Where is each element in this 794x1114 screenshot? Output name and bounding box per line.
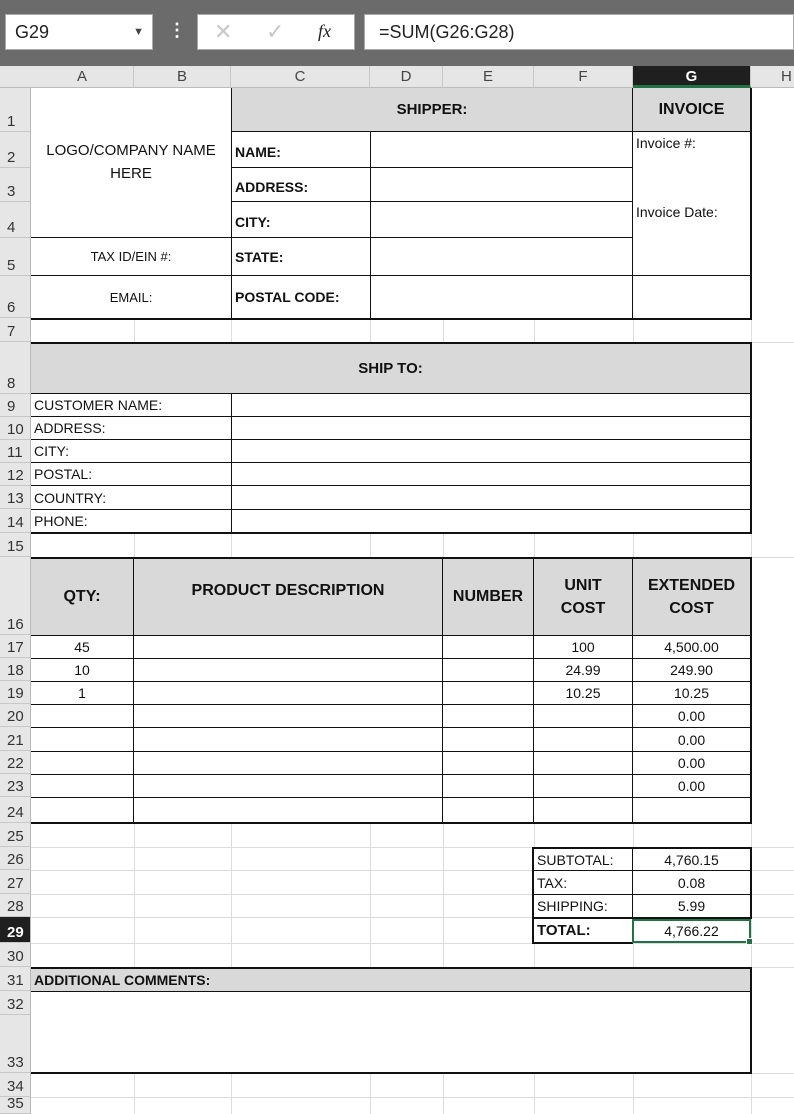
number-header: NUMBER bbox=[452, 588, 524, 605]
item-number[interactable] bbox=[443, 659, 533, 681]
item-qty[interactable] bbox=[31, 775, 133, 797]
col-header-e[interactable]: E bbox=[443, 66, 534, 88]
row-header-28[interactable]: 28 bbox=[0, 894, 30, 917]
row-header-32[interactable]: 32 bbox=[0, 991, 30, 1015]
item-number[interactable] bbox=[443, 728, 533, 751]
invoice-title: INVOICE bbox=[658, 100, 725, 118]
tax-value[interactable]: 0.08 bbox=[677, 874, 706, 891]
item-qty[interactable]: 1 bbox=[78, 685, 86, 701]
row-header-19[interactable]: 19 bbox=[0, 681, 30, 704]
ship-to-title: SHIP TO: bbox=[358, 360, 423, 377]
item-unit-cost[interactable] bbox=[534, 775, 632, 797]
item-unit-cost[interactable]: 24.99 bbox=[565, 662, 601, 678]
shipper-title: SHIPPER: bbox=[396, 101, 468, 118]
invoice-date-label: Invoice Date: bbox=[636, 204, 718, 220]
ship-to-postal-label: POSTAL: bbox=[34, 466, 93, 482]
row-header-24[interactable]: 24 bbox=[0, 797, 30, 823]
item-extended-cost[interactable]: 0.00 bbox=[677, 708, 706, 724]
item-unit-cost[interactable] bbox=[534, 798, 632, 822]
col-header-b[interactable]: B bbox=[134, 66, 231, 88]
row-header-10[interactable]: 10 bbox=[0, 417, 30, 440]
item-desc[interactable] bbox=[134, 775, 442, 797]
item-qty[interactable] bbox=[31, 752, 133, 774]
row-header-16[interactable]: 16 bbox=[0, 557, 30, 635]
qty-header: QTY: bbox=[63, 588, 101, 605]
item-number[interactable] bbox=[443, 705, 533, 727]
col-header-d[interactable]: D bbox=[370, 66, 443, 88]
shipper-address-label: ADDRESS: bbox=[235, 178, 309, 195]
name-box-value: G29 bbox=[15, 22, 50, 42]
row-header-18[interactable]: 18 bbox=[0, 658, 30, 681]
subtotal-label: SUBTOTAL: bbox=[537, 851, 614, 868]
row-header-23[interactable]: 23 bbox=[0, 774, 30, 797]
row-header-25[interactable]: 25 bbox=[0, 823, 30, 847]
row-header-26[interactable]: 26 bbox=[0, 847, 30, 870]
additional-comments-label: ADDITIONAL COMMENTS: bbox=[34, 972, 211, 988]
item-unit-cost[interactable]: 100 bbox=[571, 639, 595, 655]
row-header-8[interactable]: 8 bbox=[0, 342, 30, 394]
item-number[interactable] bbox=[443, 798, 533, 822]
shipper-city-label: CITY: bbox=[235, 213, 271, 230]
ship-to-address-label: ADDRESS: bbox=[34, 420, 106, 436]
ship-to-phone-label: PHONE: bbox=[34, 513, 88, 529]
col-header-h[interactable]: H bbox=[781, 68, 792, 85]
product-description-header: PRODUCT DESCRIPTION bbox=[191, 582, 385, 599]
item-number[interactable] bbox=[443, 775, 533, 797]
fill-handle[interactable] bbox=[746, 938, 753, 945]
subtotal-value[interactable]: 4,760.15 bbox=[664, 851, 719, 868]
cancel-icon[interactable]: ✕ bbox=[214, 19, 233, 44]
row-header-14[interactable]: 14 bbox=[0, 509, 30, 533]
logo-placeholder: LOGO/COMPANY NAME HERE bbox=[46, 142, 216, 182]
row-header-6[interactable]: 6 bbox=[0, 276, 30, 318]
row-header-3[interactable]: 3 bbox=[0, 168, 30, 202]
tax-label: TAX: bbox=[537, 874, 568, 891]
row-header-4[interactable]: 4 bbox=[0, 202, 30, 238]
item-desc[interactable] bbox=[134, 752, 442, 774]
item-extended-cost[interactable]: 10.25 bbox=[673, 685, 710, 701]
col-header-c[interactable]: C bbox=[231, 66, 370, 88]
item-qty[interactable]: 45 bbox=[74, 639, 90, 655]
invoice-number-label: Invoice #: bbox=[636, 135, 696, 151]
item-qty[interactable] bbox=[31, 728, 133, 751]
shipper-state-label: STATE: bbox=[235, 248, 284, 265]
item-qty[interactable] bbox=[31, 705, 133, 727]
row-header-33[interactable]: 33 bbox=[0, 1015, 30, 1073]
item-extended-cost[interactable]: 0.00 bbox=[677, 778, 706, 794]
item-qty[interactable]: 10 bbox=[74, 662, 90, 678]
row-header-12[interactable]: 12 bbox=[0, 463, 30, 486]
item-desc[interactable] bbox=[134, 705, 442, 727]
enter-icon[interactable]: ✓ bbox=[266, 19, 285, 44]
item-unit-cost[interactable]: 10.25 bbox=[565, 685, 601, 701]
row-header-17[interactable]: 17 bbox=[0, 635, 30, 658]
row-header-29[interactable]: 29 bbox=[0, 917, 30, 943]
item-unit-cost[interactable] bbox=[534, 705, 632, 727]
ship-to-country-label: COUNTRY: bbox=[34, 489, 107, 506]
more-options-icon[interactable]: ⋮ bbox=[168, 20, 186, 40]
item-unit-cost[interactable] bbox=[534, 728, 632, 751]
shipper-name-label: NAME: bbox=[235, 143, 281, 160]
row-header-30[interactable]: 30 bbox=[0, 943, 30, 967]
row-header-20[interactable]: 20 bbox=[0, 704, 30, 727]
ship-to-city-label: CITY: bbox=[34, 443, 70, 459]
col-header-f[interactable]: F bbox=[534, 66, 633, 88]
item-desc[interactable] bbox=[134, 682, 442, 704]
row-header-21[interactable]: 21 bbox=[0, 727, 30, 751]
row-header-5[interactable]: 5 bbox=[0, 238, 30, 276]
shipping-value[interactable]: 5.99 bbox=[677, 898, 706, 914]
shipping-label: SHIPPING: bbox=[537, 898, 608, 914]
item-number[interactable] bbox=[443, 752, 533, 774]
additional-comments-area[interactable] bbox=[31, 992, 750, 1072]
row-header-9[interactable]: 9 bbox=[0, 394, 30, 417]
col-header-g[interactable]: G bbox=[633, 66, 751, 88]
row-header-11[interactable]: 11 bbox=[0, 440, 30, 463]
item-unit-cost[interactable] bbox=[534, 752, 632, 774]
row-header-2[interactable]: 2 bbox=[0, 132, 30, 168]
item-number[interactable] bbox=[443, 636, 533, 658]
item-desc[interactable] bbox=[134, 636, 442, 658]
row-header-1[interactable]: 1 bbox=[0, 88, 30, 132]
col-header-a[interactable]: A bbox=[31, 66, 134, 88]
row-header-34[interactable]: 34 bbox=[0, 1073, 30, 1097]
total-value[interactable]: 4,766.22 bbox=[664, 923, 719, 939]
name-box-dropdown-icon[interactable]: ▼ bbox=[133, 26, 144, 38]
row-header-7[interactable]: 7 bbox=[0, 318, 30, 342]
row-header-13[interactable]: 13 bbox=[0, 486, 30, 509]
insert-function-icon[interactable]: fx bbox=[318, 21, 331, 41]
item-desc[interactable] bbox=[134, 728, 442, 751]
row-header-22[interactable]: 22 bbox=[0, 751, 30, 774]
item-desc[interactable] bbox=[134, 798, 442, 822]
row-header-15[interactable]: 15 bbox=[0, 533, 30, 557]
shipper-postal-label: POSTAL CODE: bbox=[235, 289, 340, 305]
tax-id-label: TAX ID/EIN #: bbox=[90, 249, 172, 264]
active-cell-outline bbox=[632, 919, 751, 943]
item-number[interactable] bbox=[443, 682, 533, 704]
extended-cost-header: EXTENDED COST bbox=[647, 577, 736, 617]
ship-to-customer-label: CUSTOMER NAME: bbox=[34, 397, 163, 413]
row-header-31[interactable]: 31 bbox=[0, 967, 30, 991]
item-desc[interactable] bbox=[134, 659, 442, 681]
item-extended-cost[interactable]: 0.00 bbox=[677, 731, 706, 748]
row-header-27[interactable]: 27 bbox=[0, 870, 30, 894]
item-extended-cost[interactable]: 0.00 bbox=[677, 755, 706, 771]
row-header-35[interactable]: 35 bbox=[0, 1097, 30, 1114]
unit-cost-header: UNIT COST bbox=[560, 577, 606, 617]
formula-input[interactable]: =SUM(G26:G28) bbox=[364, 14, 794, 50]
email-label: EMAIL: bbox=[109, 289, 153, 305]
total-label: TOTAL: bbox=[537, 922, 591, 939]
item-extended-cost[interactable]: 249.90 bbox=[670, 662, 713, 678]
item-extended-cost[interactable] bbox=[633, 798, 750, 822]
item-qty[interactable] bbox=[31, 798, 133, 822]
item-extended-cost[interactable]: 4,500.00 bbox=[664, 639, 719, 655]
